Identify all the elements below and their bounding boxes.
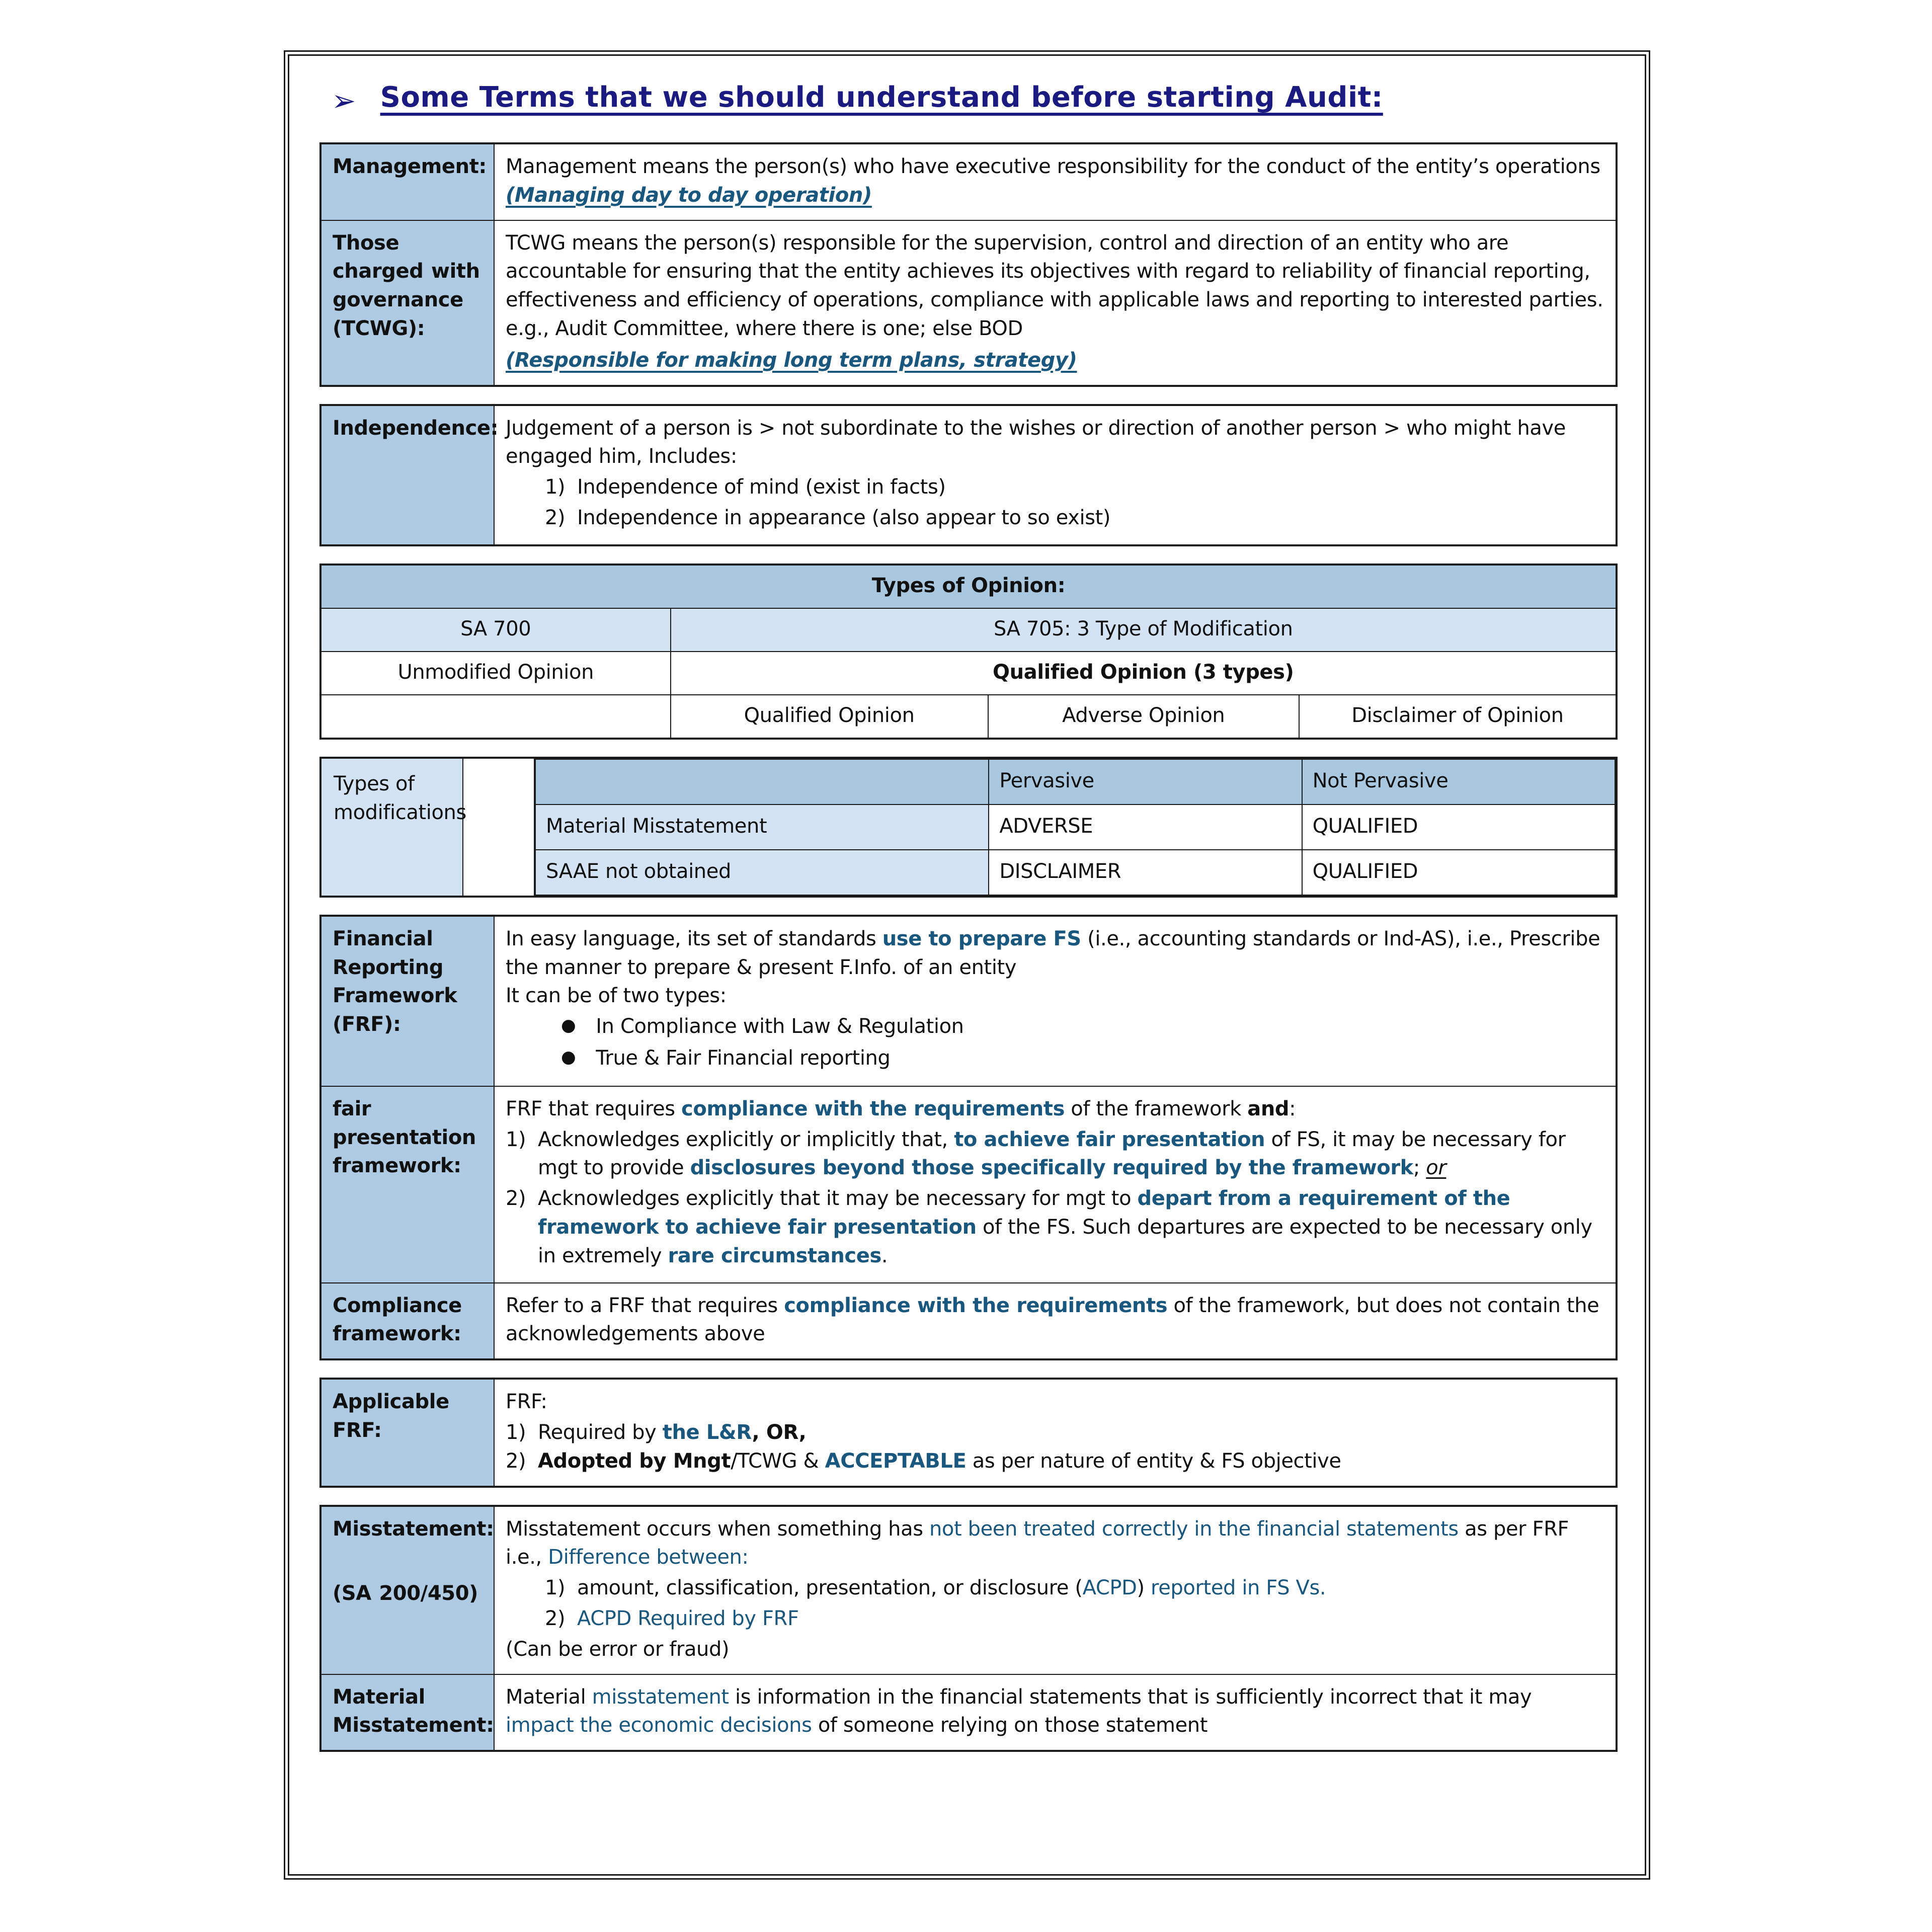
list-item bbox=[561, 1012, 1605, 1041]
term-label-independence: Independence: bbox=[320, 405, 494, 545]
table-row bbox=[320, 652, 1617, 695]
fp1-highlight-achieve: to achieve fair presentation bbox=[954, 1128, 1265, 1151]
fp1-b: of FS, it may be necessary for mgt to provide bbox=[538, 1128, 1566, 1180]
ms1-b: ) bbox=[1137, 1576, 1151, 1600]
matrix-cell-qualified-1: QUALIFIED bbox=[1302, 804, 1615, 850]
term-label-tcwg: Those charged with governance (TCWG): bbox=[320, 220, 494, 386]
bullet-dot-icon: ● bbox=[561, 1015, 576, 1036]
table-row bbox=[320, 1086, 1617, 1283]
ms-highlight-difference: Difference between: bbox=[548, 1546, 749, 1569]
ms2-text: ACPD Required by FRF bbox=[577, 1606, 799, 1630]
afrf2-a: Adopted by Mngt bbox=[538, 1449, 731, 1473]
term-label-material-misstatement: Material Misstatement: bbox=[320, 1674, 494, 1751]
standard-sa705: SA 705: 3 Type of Modification bbox=[671, 608, 1617, 652]
list-text bbox=[538, 1184, 1605, 1270]
list-marker: 2) bbox=[506, 1449, 526, 1473]
page-heading bbox=[332, 81, 1618, 118]
mms-highlight-impact: impact the economic decisions bbox=[506, 1714, 812, 1737]
term-label-applicable-frf: Applicable FRF: bbox=[320, 1379, 494, 1486]
list-text bbox=[538, 1447, 1341, 1476]
table-row bbox=[320, 405, 1617, 545]
bullet-dot-icon: ● bbox=[561, 1046, 576, 1067]
list-marker: 1) bbox=[506, 1420, 526, 1444]
table-row bbox=[320, 1379, 1617, 1486]
afrf2-highlight-acceptable: ACCEPTABLE bbox=[825, 1449, 967, 1473]
afrf1-a: Required by bbox=[538, 1420, 663, 1444]
table-row bbox=[320, 695, 1617, 739]
modification-disclaimer: Disclaimer of Opinion bbox=[1299, 695, 1617, 739]
standard-sa700: SA 700 bbox=[320, 608, 671, 652]
term-label-misstatement bbox=[320, 1506, 494, 1674]
page-title: Some Terms that we should understand before starting Audit: bbox=[380, 81, 1383, 114]
table-row bbox=[320, 1506, 1617, 1674]
table-row bbox=[320, 143, 1617, 220]
opinion-table-title: Types of Opinion: bbox=[320, 565, 1617, 608]
afrf2-b: /TCWG & bbox=[731, 1449, 825, 1473]
fp-lead-a: FRF that requires bbox=[506, 1097, 682, 1120]
term-label-compliance-framework: Compliance framework: bbox=[320, 1283, 494, 1360]
list-text: True & Fair Financial reporting bbox=[596, 1046, 891, 1070]
ms-highlight-not-treated: not been treated correctly in the financial statements bbox=[929, 1517, 1459, 1541]
term-body-compliance-framework bbox=[494, 1283, 1617, 1360]
list-item bbox=[506, 1447, 1605, 1476]
matrix-header-pervasive: Pervasive bbox=[989, 759, 1302, 804]
term-body-misstatement bbox=[494, 1506, 1617, 1674]
frf-definitions-table bbox=[319, 915, 1618, 1360]
term-body-management bbox=[494, 143, 1617, 220]
modifications-matrix bbox=[535, 759, 1616, 896]
fp-lead-and: and bbox=[1247, 1097, 1290, 1120]
term-body-applicable-frf bbox=[494, 1379, 1617, 1486]
term-label-management: Management: bbox=[320, 143, 494, 220]
management-definition-text: Management means the person(s) who have executive responsibility for the conduct of the entity’s operations bbox=[506, 155, 1600, 178]
ms1-a: amount, classification, presentation, or disclosure ( bbox=[577, 1576, 1083, 1600]
misstatement-tail: (Can be error or fraud) bbox=[506, 1637, 730, 1661]
fp-highlight-compliance: compliance with the requirements bbox=[681, 1097, 1065, 1120]
list-text bbox=[538, 1125, 1605, 1183]
matrix-cell-adverse: ADVERSE bbox=[989, 804, 1302, 850]
cf-b: of the framework, but does not contain the acknowledgements above bbox=[506, 1294, 1599, 1346]
misstatement-label-main: Misstatement: bbox=[333, 1517, 494, 1541]
independence-lead-text: Judgement of a person is > not subordinate to the wishes or direction of another person > who might have engaged him, Includes: bbox=[506, 416, 1566, 468]
ms-lead-b: as per FRF i.e., bbox=[506, 1517, 1569, 1569]
afrf1-b: , OR, bbox=[752, 1420, 807, 1444]
frf-two-types-label: It can be of two types: bbox=[506, 984, 727, 1008]
table-row bbox=[320, 758, 1617, 897]
mms-highlight-misstatement: misstatement bbox=[592, 1685, 729, 1709]
mms-c: of someone relying on those statement bbox=[812, 1714, 1208, 1737]
list-text bbox=[577, 1574, 1326, 1602]
term-body-frf bbox=[494, 916, 1617, 1086]
frf-highlight-prepare-fs: use to prepare FS bbox=[882, 927, 1081, 950]
matrix-cell-disclaimer: DISCLAIMER bbox=[989, 850, 1302, 895]
list-item bbox=[506, 1184, 1605, 1270]
tcwg-definition-text: TCWG means the person(s) responsible for the supervision, control and direction of an entity who are accountable for ensuring that the entity achieves its objectives with regard to reliability of financial reporting, effectiveness and efficiency of operations, compliance with applicable laws and reporting to interested parties. e.g., Audit Committee, where there is one; else BOD bbox=[506, 231, 1603, 340]
frf-bullet-list bbox=[561, 1012, 1605, 1073]
list-marker: 2) bbox=[506, 1187, 526, 1211]
modification-qualified: Qualified Opinion bbox=[671, 695, 988, 739]
fp2-highlight-rare: rare circumstances bbox=[668, 1244, 881, 1267]
table-row bbox=[320, 1283, 1617, 1360]
modifications-matrix-cell bbox=[534, 758, 1617, 897]
list-marker: 1) bbox=[506, 1128, 526, 1151]
matrix-cell-qualified-2: QUALIFIED bbox=[1302, 850, 1615, 895]
table-row bbox=[320, 565, 1617, 608]
misstatement-table bbox=[319, 1505, 1618, 1752]
term-body-fair-presentation bbox=[494, 1086, 1617, 1283]
list-item bbox=[506, 1418, 1605, 1447]
term-body-independence bbox=[494, 405, 1617, 545]
modifications-spacer bbox=[463, 758, 534, 897]
fp1-or: or bbox=[1426, 1156, 1446, 1180]
term-body-material-misstatement bbox=[494, 1674, 1617, 1751]
fp1-c: ; bbox=[1413, 1156, 1426, 1180]
table-row bbox=[320, 608, 1617, 652]
applicable-frf-table bbox=[319, 1378, 1618, 1487]
list-item bbox=[545, 1604, 1605, 1633]
term-label-fair-presentation: fair presentation framework: bbox=[320, 1086, 494, 1283]
afrf1-highlight-lr: the L&R bbox=[662, 1420, 752, 1444]
ms-lead-a: Misstatement occurs when something has bbox=[506, 1517, 929, 1541]
applicable-frf-list bbox=[506, 1418, 1605, 1476]
list-marker: 1) bbox=[545, 1576, 566, 1600]
frf-text-b: (i.e., accounting standards or Ind-AS), i.e., Prescribe the manner to prepare & present F.Info. of an entity bbox=[506, 927, 1600, 979]
fp2-a: Acknowledges explicitly that it may be necessary for mgt to bbox=[538, 1187, 1138, 1211]
list-item bbox=[506, 1125, 1605, 1183]
list-text bbox=[538, 1418, 806, 1447]
matrix-row-saae-not-obtained: SAAE not obtained bbox=[535, 850, 989, 895]
tcwg-note: (Responsible for making long term plans, strategy) bbox=[506, 348, 1077, 372]
fp2-highlight-depart: depart from a requirement of the framework to achieve fair presentation bbox=[538, 1187, 1510, 1239]
list-item bbox=[561, 1044, 1605, 1073]
misstatement-list bbox=[545, 1574, 1605, 1633]
independence-list bbox=[545, 473, 1605, 532]
misstatement-label-sa: (SA 200/450) bbox=[333, 1582, 478, 1605]
list-marker: 2) bbox=[545, 1606, 566, 1630]
fp2-c: . bbox=[881, 1244, 888, 1267]
table-row bbox=[320, 916, 1617, 1086]
fp2-b: of the FS. Such departures are expected to be necessary only in extremely bbox=[538, 1215, 1592, 1267]
matrix-corner-cell bbox=[535, 759, 989, 804]
modification-adverse: Adverse Opinion bbox=[988, 695, 1299, 739]
table-row bbox=[535, 850, 1615, 895]
opinion-qualified-group: Qualified Opinion (3 types) bbox=[671, 652, 1617, 695]
matrix-row-material-misstatement: Material Misstatement bbox=[535, 804, 989, 850]
terms-table-independence bbox=[319, 404, 1618, 546]
term-body-tcwg bbox=[494, 220, 1617, 386]
fp1-highlight-disclosures: disclosures beyond those specifically required by the framework bbox=[690, 1156, 1413, 1180]
list-text: In Compliance with Law & Regulation bbox=[596, 1015, 964, 1038]
terms-table-definitions bbox=[319, 142, 1618, 387]
list-marker: 2) bbox=[545, 506, 566, 529]
fp-lead-b: of the framework bbox=[1064, 1097, 1248, 1120]
arrow-bullet-icon: ➢ bbox=[332, 84, 356, 118]
table-row bbox=[320, 1674, 1617, 1751]
fair-presentation-list bbox=[506, 1125, 1605, 1270]
term-label-frf: Financial Reporting Framework (FRF): bbox=[320, 916, 494, 1086]
opinion-unmodified: Unmodified Opinion bbox=[320, 652, 671, 695]
cf-a: Refer to a FRF that requires bbox=[506, 1294, 784, 1317]
document-page bbox=[288, 54, 1646, 1876]
matrix-header-not-pervasive: Not Pervasive bbox=[1302, 759, 1615, 804]
mms-b: is information in the financial statements that is sufficiently incorrect that it may bbox=[729, 1685, 1532, 1709]
types-of-modifications-table bbox=[319, 757, 1618, 898]
applicable-frf-lead: FRF: bbox=[506, 1390, 547, 1414]
afrf2-c: as per nature of entity & FS objective bbox=[966, 1449, 1341, 1473]
table-row bbox=[535, 804, 1615, 850]
list-item bbox=[545, 473, 1605, 502]
ms1-highlight-acpd: ACPD bbox=[1082, 1576, 1137, 1600]
management-note: (Managing day to day operation) bbox=[506, 183, 872, 207]
types-of-opinion-table bbox=[319, 564, 1618, 740]
table-row bbox=[535, 759, 1615, 804]
list-text: Independence of mind (exist in facts) bbox=[577, 475, 946, 499]
fp-lead-c: : bbox=[1289, 1097, 1296, 1120]
modifications-label: Types of modifications bbox=[320, 758, 463, 897]
cf-highlight-compliance: compliance with the requirements bbox=[784, 1294, 1168, 1317]
list-item bbox=[545, 504, 1605, 532]
list-marker: 1) bbox=[545, 475, 566, 499]
page-content bbox=[319, 82, 1618, 1769]
opinion-empty-cell bbox=[320, 695, 671, 739]
frf-text-a: In easy language, its set of standards bbox=[506, 927, 882, 950]
fp1-a: Acknowledges explicitly or implicitly that, bbox=[538, 1128, 954, 1151]
table-row bbox=[320, 220, 1617, 386]
list-item bbox=[545, 1574, 1605, 1602]
ms1-highlight-reported: reported in FS Vs. bbox=[1151, 1576, 1326, 1600]
mms-a: Material bbox=[506, 1685, 592, 1709]
list-text: Independence in appearance (also appear to so exist) bbox=[577, 506, 1111, 529]
